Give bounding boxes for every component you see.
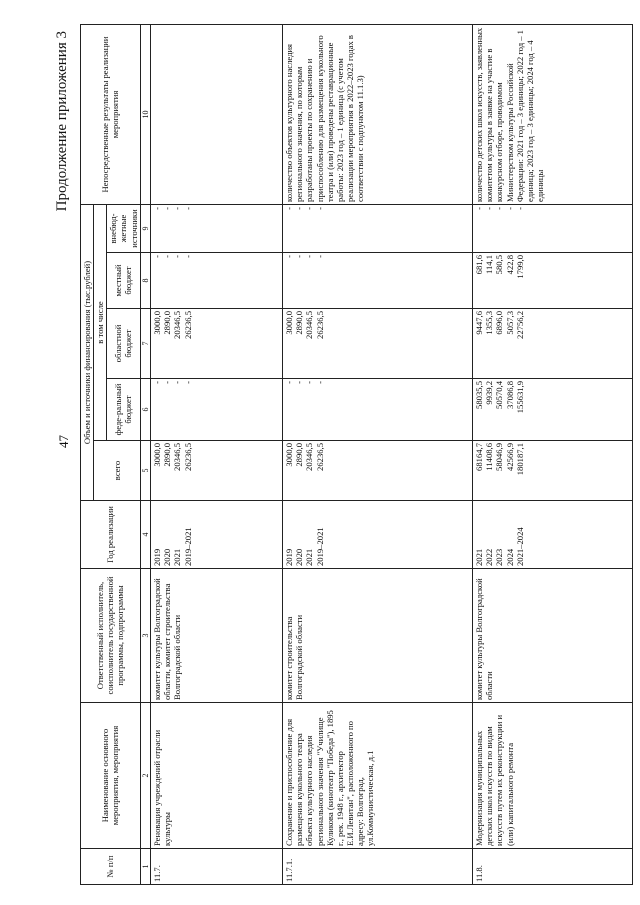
row-federal: 58035,5 9939,2 50570,4 37086,8 155631,9 — [473, 379, 633, 441]
header-name: Наименование основного мероприятия, мероприятия — [81, 703, 141, 849]
col-number: 2 — [140, 703, 150, 849]
col-number: 1 — [140, 849, 150, 885]
col-number: 9 — [140, 204, 150, 252]
header-including: в том числе — [94, 204, 107, 440]
row-local: 681,6 114,1 580,5 422,8 1799,0 — [473, 253, 633, 309]
col-number: 5 — [140, 441, 150, 501]
row-executor: комитет культуры Волгоградской области, комитет строительства Волгоградской области — [151, 569, 283, 703]
col-number: 6 — [140, 379, 150, 441]
rotated-table-sheet — [54, 25, 640, 885]
row-executor: комитет строительства Волгоградской области — [283, 569, 473, 703]
row-extra: - - - - - — [473, 204, 633, 252]
row-regional: 3000,0 2890,0 20346,5 26236,5 — [151, 309, 283, 379]
header-extra: внебюд-жетные источники — [107, 204, 140, 252]
header-executor: Ответственный исполнитель, соисполнитель государственной программы, подпрограммы — [81, 569, 141, 703]
continuation-caption: Продолжение приложения 3 — [54, 31, 70, 212]
row-extra: - - - - — [283, 204, 473, 252]
row-num: 11.7.1. — [283, 849, 473, 885]
row-total: 3000,0 2890,0 20346,5 26236,5 — [151, 441, 283, 501]
table-row — [283, 24, 473, 884]
row-years: 2021 2022 2023 2024 2021–2024 — [473, 501, 633, 569]
row-name: Реновация учреждений отрасли культуры — [151, 703, 283, 849]
row-years: 2019 2020 2021 2019–2021 — [283, 501, 473, 569]
header-regional: областной бюджет — [107, 309, 140, 379]
page-number: 47 — [56, 435, 71, 448]
row-executor: комитет культуры Волгоградской области — [473, 569, 633, 703]
header-funding: Объем и источники финансирования (тыс.рублей) — [81, 204, 94, 500]
header-local: местный бюджет — [107, 253, 140, 309]
col-number: 10 — [140, 24, 150, 204]
row-results: количество объектов культурного наследия регионального значения, по которым разработаны проекты по сохранению и приспособлению для размещения кукольного театра и (или) проведены реставрационные работы: 2023 год – 1 единица (с учетом реализации мероприятия в 2022–2023 годах в соответствии с подпунктом 11.1.3) — [283, 24, 473, 204]
row-total: 3000,0 2890,0 20346,5 26236,5 — [283, 441, 473, 501]
header-federal: феде-ральный бюджет — [107, 379, 140, 441]
table-row — [473, 24, 633, 884]
col-number: 8 — [140, 253, 150, 309]
row-num: 11.8. — [473, 849, 633, 885]
col-number: 4 — [140, 501, 150, 569]
header-num: № п/п — [81, 849, 141, 885]
row-total: 68164,7 11408,6 58046,9 42566,9 180187,1 — [473, 441, 633, 501]
row-regional: 9447,6 1355,3 6896,0 5057,3 22756,2 — [473, 309, 633, 379]
header-total: всего — [94, 441, 141, 501]
row-regional: 3000,0 2890,0 20346,5 26236,5 — [283, 309, 473, 379]
row-local: - - - - — [151, 253, 283, 309]
row-results: количество детских школ искусств, заявленных комитетом культуры в заявке на участие в конкурсном отборе, проводимом Министерством культуры Российской Федерации: 2021 год – 3 единицы; 2022 год – 1 единица; 2023 год – 3 единицы; 2024 год – 4 единицы — [473, 24, 633, 204]
col-number: 3 — [140, 569, 150, 703]
row-num: 11.7. — [151, 849, 283, 885]
row-years: 2019 2020 2021 2019–2021 — [151, 501, 283, 569]
row-name: Сохранение и приспособление для размещения кукольного театра объекта культурного наследия регионального значения "Училище Куликова (кинотеатр "Победа"), 1895 г., рек. 1948 г., архитектор Е.И.Левитан", расположенного по адресу: Волгоград, ул.Коммунистическая, д.1 — [283, 703, 473, 849]
funding-table — [80, 24, 633, 885]
header-year: Год реализации — [81, 501, 141, 569]
row-federal: - - - - — [151, 379, 283, 441]
header-results: Непосредственные результаты реализации мероприятия — [81, 24, 141, 204]
row-federal: - - - - — [283, 379, 473, 441]
table-row — [151, 24, 283, 884]
row-name: Модернизация муниципальных детских школ искусств по видам искусств путем их реконструкции и (или) капитального ремонта — [473, 703, 633, 849]
row-extra: - - - - — [151, 204, 283, 252]
col-number: 7 — [140, 309, 150, 379]
row-local: - - - - — [283, 253, 473, 309]
row-results — [151, 24, 283, 204]
